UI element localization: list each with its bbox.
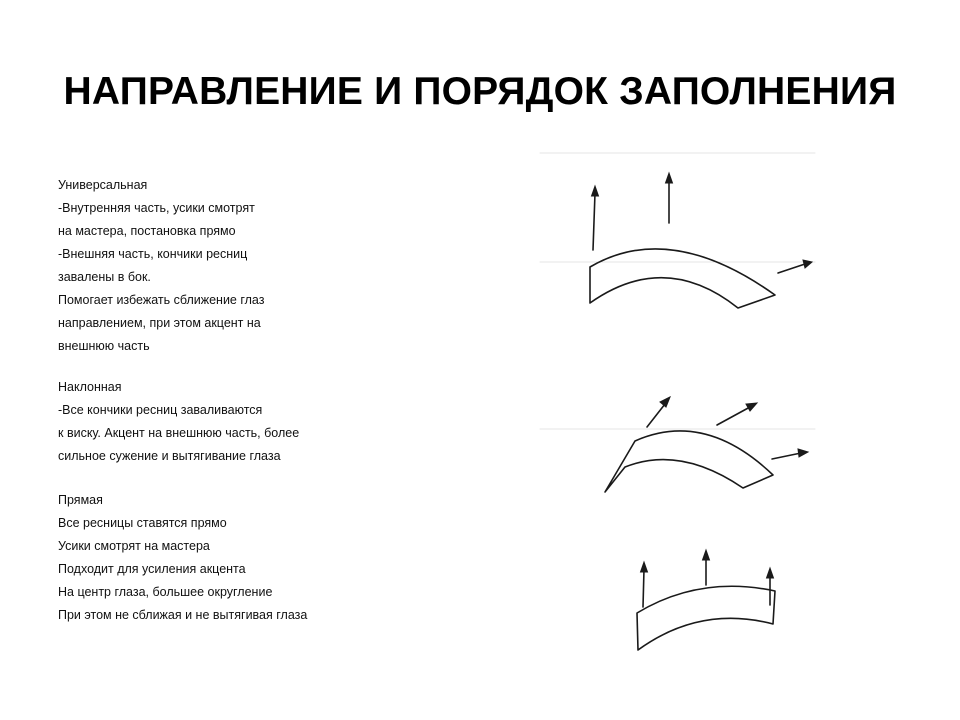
- arrow-head: [641, 562, 648, 572]
- arrow-shaft: [772, 453, 801, 459]
- straight-line: Усики смотрят на мастера: [58, 539, 210, 553]
- straight-heading: Прямая: [58, 493, 103, 507]
- lash-line-band: [637, 586, 775, 650]
- straight-line: Все ресницы ставятся прямо: [58, 516, 227, 530]
- arc-with-upward-and-sideways-arrows-icon: [535, 150, 820, 325]
- universal-heading: Универсальная: [58, 178, 148, 192]
- universal-line: завалены в бок.: [58, 270, 151, 284]
- inclined-line: -Все кончики ресниц заваливаются: [58, 403, 263, 417]
- arc-with-diagonal-arrows-icon: [535, 385, 820, 500]
- universal-line: -Внутренняя часть, усики смотрят: [58, 201, 255, 215]
- lash-line-band: [590, 249, 775, 308]
- arrow-head: [746, 403, 757, 411]
- arrow-shaft: [778, 264, 805, 273]
- straight-line: Подходит для усиления акцента: [58, 562, 246, 576]
- arrow-head: [660, 397, 670, 407]
- universal-line: Помогает избежать сближение глаз: [58, 293, 265, 307]
- lash-line-band: [605, 431, 773, 492]
- universal-line: -Внешняя часть, кончики ресниц: [58, 247, 248, 261]
- straight-description: [58, 489, 478, 627]
- inclined-heading: Наклонная: [58, 380, 122, 394]
- universal-line: на мастера, постановка прямо: [58, 224, 236, 238]
- arrow-head: [767, 568, 774, 578]
- inclined-line: сильное сужение и вытягивание глаза: [58, 449, 281, 463]
- arrow-head: [666, 173, 673, 183]
- arc-with-vertical-arrows-icon: [600, 545, 800, 665]
- universal-line: внешнюю часть: [58, 339, 150, 353]
- slide-title: НАПРАВЛЕНИЕ И ПОРЯДОК ЗАПОЛНЕНИЯ: [63, 70, 897, 113]
- arrow-shaft: [717, 407, 750, 425]
- arrow-shaft: [593, 193, 595, 250]
- arrow-head: [703, 550, 710, 560]
- universal-line: направлением, при этом акцент на: [58, 316, 261, 330]
- inclined-description: [58, 376, 478, 468]
- arrow-head: [803, 260, 812, 268]
- arrow-head: [592, 186, 599, 196]
- straight-line: На центр глаза, большее округление: [58, 585, 273, 599]
- arrow-shaft: [643, 569, 644, 607]
- arrow-head: [798, 449, 808, 457]
- inclined-line: к виску. Акцент на внешнюю часть, более: [58, 426, 300, 440]
- arrow-shaft: [647, 404, 665, 427]
- universal-description: [58, 174, 478, 358]
- straight-line: При этом не сближая и не вытягивая глаза: [58, 608, 308, 622]
